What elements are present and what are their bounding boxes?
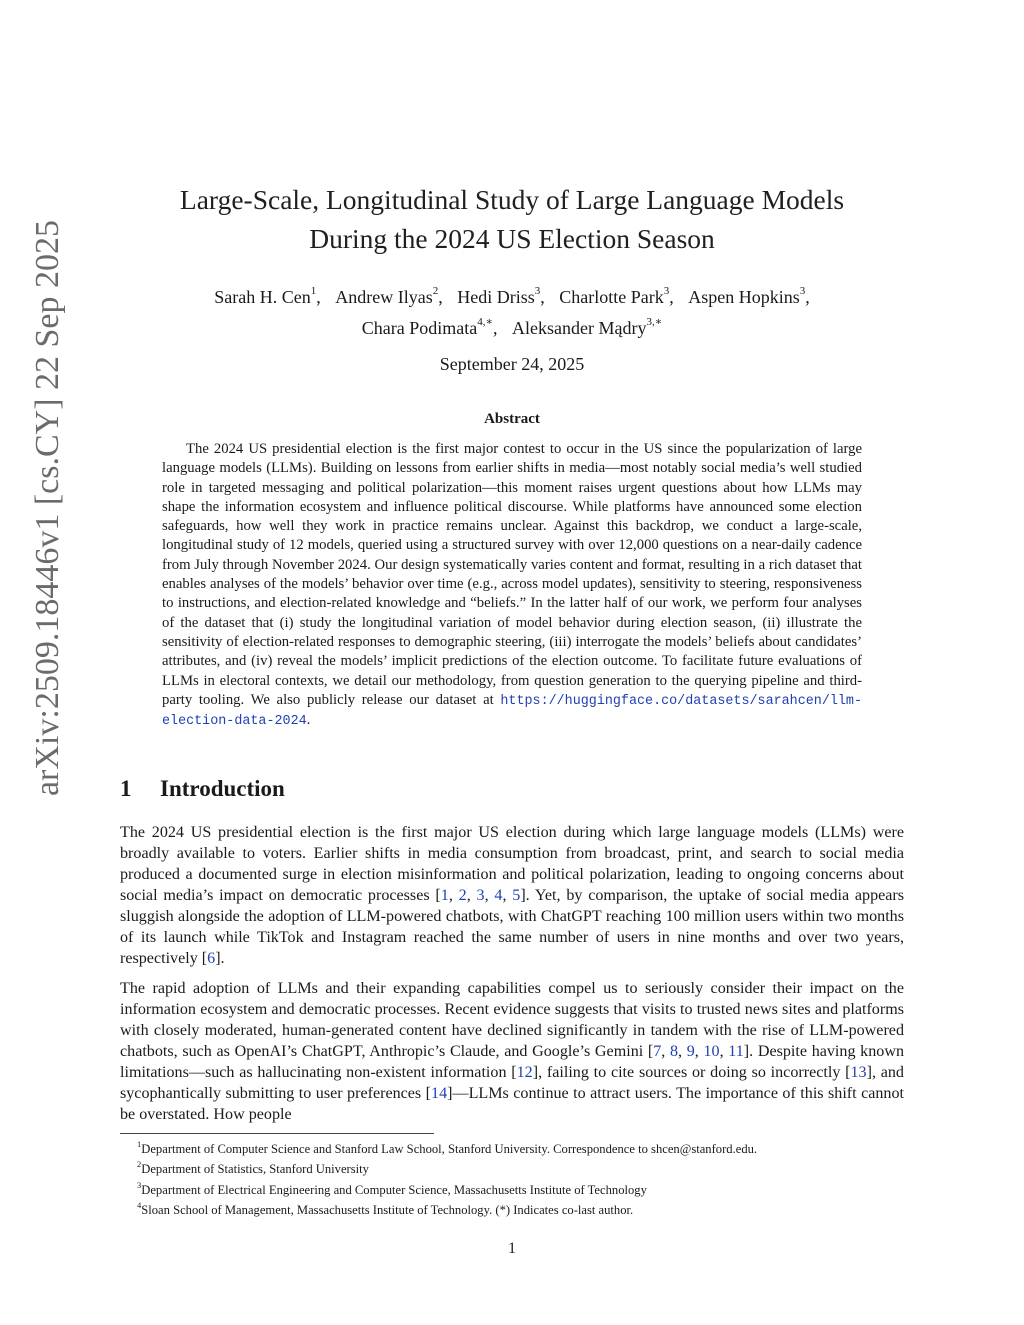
- footnote: $^2$Department of Statistics, Stanford University: [137, 1159, 369, 1177]
- title-line-1: Large-Scale, Longitudinal Study of Large Language Models: [179, 184, 845, 215]
- citation-link[interactable]: 7: [653, 1043, 662, 1060]
- page-number: 1: [508, 1240, 516, 1257]
- section-number: 1: [120, 776, 132, 801]
- author: Aspen Hopkins$^3$,: [688, 285, 810, 307]
- citation-link[interactable]: 1: [440, 887, 449, 904]
- author: Chara Podimata$^{4,∗}$,: [361, 316, 498, 338]
- citation-link[interactable]: 4: [494, 887, 503, 904]
- citation-link[interactable]: 14: [431, 1085, 448, 1102]
- citation-link[interactable]: 13: [850, 1064, 867, 1081]
- publication-date: September 24, 2025: [439, 354, 585, 374]
- citation-link[interactable]: 11: [728, 1043, 744, 1060]
- citation-link[interactable]: 9: [686, 1043, 695, 1060]
- abstract-text: The 2024 US presidential election is the first major contest to occur in the US since the popularization of large language models (LLMs). Building on lessons from earlier shifts in media—most notably social media’s well studied role in targeted messaging and political polarization—this moment raises urgent questions about how LLMs may shape the information ecosystem and influence political discourse. While platforms have announced some election safeguards, how well they work in practice remains unclear. Against this backdrop, we conduct a large-scale, longitudinal study of 12 models, queried using a structured survey with over 12,000 questions on a near-daily cadence from July through November 2024. Our design systematically varies content and format, resulting in a rich dataset that enables analyses of the models’ behavior over time (e.g., across model updates), sensitivity to steering, responsiveness to instructions, and election-related knowledge and “beliefs.” In the latter half of our work, we perform four analyses of the dataset that (i) study the longitudinal variation of model behavior during election season, (ii) illustrate the sensitivity of election-related responses to demographic steering, (iii) interrogate the models’ beliefs about candidates’ attributes, and (iv) reveal the models’ implicit predictions of the election outcome. To facilitate future evaluations of LLMs in electoral contexts, we detail our methodology, from question generation to the querying pipeline and third-party tooling. We also publicly release our dataset at https://huggingface.co/datasets/sarahcen/llm-election-data-2024.: [162, 441, 862, 730]
- citation-link[interactable]: 3: [476, 887, 485, 904]
- footnote: $^4$Sloan School of Management, Massachusetts Institute of Technology. (*) Indicates co-last author.: [137, 1200, 634, 1218]
- author: Andrew Ilyas$^2$,: [335, 285, 443, 307]
- author-list: [120, 280, 904, 342]
- intro-paragraph-2: The rapid adoption of LLMs and their expanding capabilities compel us to seriously consider their impact on the information ecosystem and democratic processes. Recent evidence suggests that visits to trusted news sites and platforms with closely moderated, human-generated content have declined significantly in tandem with the rise of LLM-powered chatbots, such as OpenAI’s ChatGPT, Anthropic’s Claude, and Google’s Gemini [7, 8, 9, 10, 11]. Despite having known limitations—such as hallucinating non-existent information [12], failing to cite sources or doing so incorrectly [13], and sycophantically submitting to user preferences [14]—LLMs continue to attract users. The importance of this shift cannot be overstated. How people: [120, 980, 904, 1123]
- citation-link[interactable]: 10: [703, 1043, 720, 1060]
- citation-link[interactable]: 6: [207, 950, 216, 967]
- author: Aleksander Mądry$^{3,∗}$: [512, 316, 663, 338]
- dataset-link[interactable]: https://huggingface.co/datasets/sarahcen/llm-election-data-2024: [162, 693, 862, 730]
- intro-paragraph-1: The 2024 US presidential election is the first major US election during which large language models (LLMs) were broadly available to voters. Earlier shifts in media consumption from broadcast, print, and search to social media produced a documented surge in election misinformation and political polarization, leading to ongoing concerns about social media’s impact on democratic processes [1, 2, 3, 4, 5]. Yet, by comparison, the uptake of social media appears sluggish alongside the adoption of LLM-powered chatbots, with ChatGPT reaching 100 million users within two months of its launch while TikTok and Instagram reached the same number of users in nine months and over two years, respectively [6].: [120, 824, 905, 967]
- author: Charlotte Park$^3$,: [559, 285, 674, 307]
- section-heading: [120, 776, 285, 802]
- paper-title: [120, 180, 904, 258]
- author: Hedi Driss$^3$,: [457, 285, 545, 307]
- citation-link[interactable]: 2: [458, 887, 467, 904]
- footnotes: [137, 1137, 757, 1219]
- abstract-heading: Abstract: [484, 411, 540, 427]
- title-line-2: During the 2024 US Election Season: [309, 223, 715, 254]
- footnote-divider: [120, 1133, 434, 1134]
- section-title: Introduction: [160, 776, 285, 801]
- citation-link[interactable]: 5: [512, 887, 521, 904]
- citation-link[interactable]: 12: [516, 1064, 533, 1081]
- citation-link[interactable]: 8: [670, 1043, 679, 1060]
- footnote: $^3$Department of Electrical Engineering and Computer Science, Massachusetts Institute of Technology: [137, 1179, 647, 1197]
- arxiv-identifier: arXiv:2509.18446v1 [cs.CY] 22 Sep 2025: [29, 219, 66, 797]
- author: Sarah H. Cen$^1$,: [214, 285, 321, 307]
- footnote: $^1$Department of Computer Science and Stanford Law School, Stanford University. Correspondence to shcen@stanford.edu.: [137, 1139, 758, 1157]
